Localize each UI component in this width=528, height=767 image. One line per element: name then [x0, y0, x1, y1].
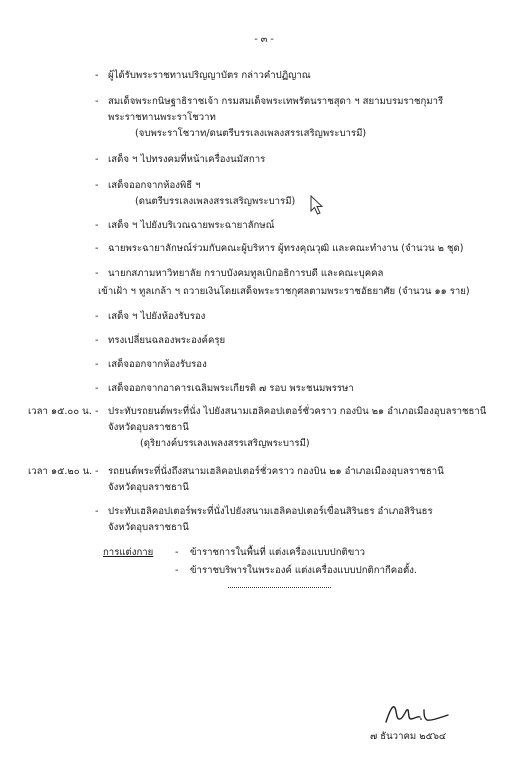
dotted-separator — [228, 587, 331, 588]
dress-code-label: การแต่งกาย — [103, 547, 154, 558]
bullet-dash: - — [95, 70, 99, 81]
bullet-dash: - — [95, 383, 99, 394]
bullet-dash: - — [95, 180, 99, 191]
agenda-item: นายกสภามหาวิทยาลัย กราบบังคมทูลเบิกอธิการบดี และคณะบุคคล — [108, 268, 384, 279]
bullet-dash: - — [95, 220, 99, 231]
agenda-item: เสด็จ ฯ ไปทรงคมที่หน้าเครื่องนมัสการ — [108, 154, 266, 165]
bullet-dash: - — [95, 406, 99, 417]
timed-item-note: (ดุริยางค์บรรเลงเพลงสรรเสริญพระบารมี) — [140, 438, 310, 449]
agenda-item: เสด็จ ฯ ไปยังบริเวณฉายพระฉายาลักษณ์ — [108, 220, 275, 231]
agenda-item: เสด็จออกจากอาคารเฉลิมพระเกียรติ ๗ รอบ พระชนมพรรษา — [108, 383, 354, 394]
timed-item-continuation: จังหวัดอุบลราชธานี — [108, 482, 189, 493]
agenda-item: ฉายพระฉายาลักษณ์ร่วมกับคณะผู้บริหาร ผู้ทรงคุณวุฒิ และคณะทำงาน (จำนวน ๒ ชุด) — [108, 243, 464, 254]
bullet-dash: - — [95, 154, 99, 165]
agenda-item-continuation: พระราชทานพระราโชวาท — [108, 112, 216, 123]
bullet-dash: - — [95, 243, 99, 254]
timed-item: ประทับรถยนต์พระที่นั่ง ไปยังสนามเฮลิคอปเตอร์ชั่วคราว กองบิน ๒๑ อำเภอเมืองอุบลราชธานี — [108, 406, 487, 417]
time-label: เวลา ๑๕.๐๐ น. — [28, 406, 92, 417]
agenda-item: ผู้ได้รับพระราชทานปริญญาบัตร กล่าวคำปฏิญาณ — [108, 70, 311, 81]
bullet-dash: - — [95, 311, 99, 322]
timed-item: ประทับเฮลิคอปเตอร์พระที่นั่งไปยังสนามเฮลิคอปเตอร์เขื่อนสิรินธร อำเภอสิรินธร — [108, 506, 433, 517]
bullet-dash: - — [95, 268, 99, 279]
timed-item: รถยนต์พระที่นั่งถึงสนามเฮลิคอปเตอร์ชั่วคราว กองบิน ๒๑ อำเภอเมืองอุบลราชธานี — [108, 466, 444, 477]
bullet-dash: - — [95, 96, 99, 107]
agenda-item: เสด็จ ฯ ไปยังห้องรับรอง — [108, 311, 206, 322]
signature — [384, 700, 454, 726]
dress-rule: ข้าราชบริพารในพระองค์ แต่งเครื่องแบบปกติกากีคอตั้ง. — [190, 565, 417, 576]
dress-rule: ข้าราชการในพื้นที่ แต่งเครื่องแบบปกติขาว — [190, 547, 366, 558]
agenda-item: สมเด็จพระกนิษฐาธิราชเจ้า กรมสมเด็จพระเทพรัตนราชสุดา ฯ สยามบรมราชกุมารี — [108, 96, 444, 107]
bullet-dash: - — [95, 359, 99, 370]
bullet-dash: - — [95, 335, 99, 346]
document-date: ๗ ธันวาคม ๒๕๖๔ — [370, 731, 447, 742]
bullet-dash: - — [175, 565, 179, 576]
timed-item-continuation: จังหวัดอุบลราชธานี — [108, 422, 189, 433]
agenda-item-note: (จบพระราโชวาท/ดนตรีบรรเลงเพลงสรรเสริญพระบารมี) — [135, 128, 367, 139]
agenda-item: เสด็จออกจากห้องพิธี ฯ — [108, 180, 201, 191]
page-number: - ๓ - — [254, 34, 274, 45]
bullet-dash: - — [95, 466, 99, 477]
agenda-item: ทรงเปลี่ยนฉลองพระองค์ครุย — [108, 335, 226, 346]
mouse-pointer-icon — [310, 195, 324, 215]
agenda-item-continuation: เข้าเฝ้า ฯ ทูลเกล้า ฯ ถวายเงินโดยเสด็จพระราชกุศลตามพระราชอัธยาศัย (จำนวน ๑๑ ราย) — [98, 286, 470, 297]
agenda-item-note: (ดนตรีบรรเลงเพลงสรรเสริญพระบารมี) — [135, 196, 296, 207]
bullet-dash: - — [95, 506, 99, 517]
bullet-dash: - — [175, 547, 179, 558]
timed-item-continuation: จังหวัดอุบลราชธานี — [108, 522, 189, 533]
agenda-item: เสด็จออกจากห้องรับรอง — [108, 359, 207, 370]
time-label: เวลา ๑๕.๒๐ น. — [28, 466, 93, 477]
